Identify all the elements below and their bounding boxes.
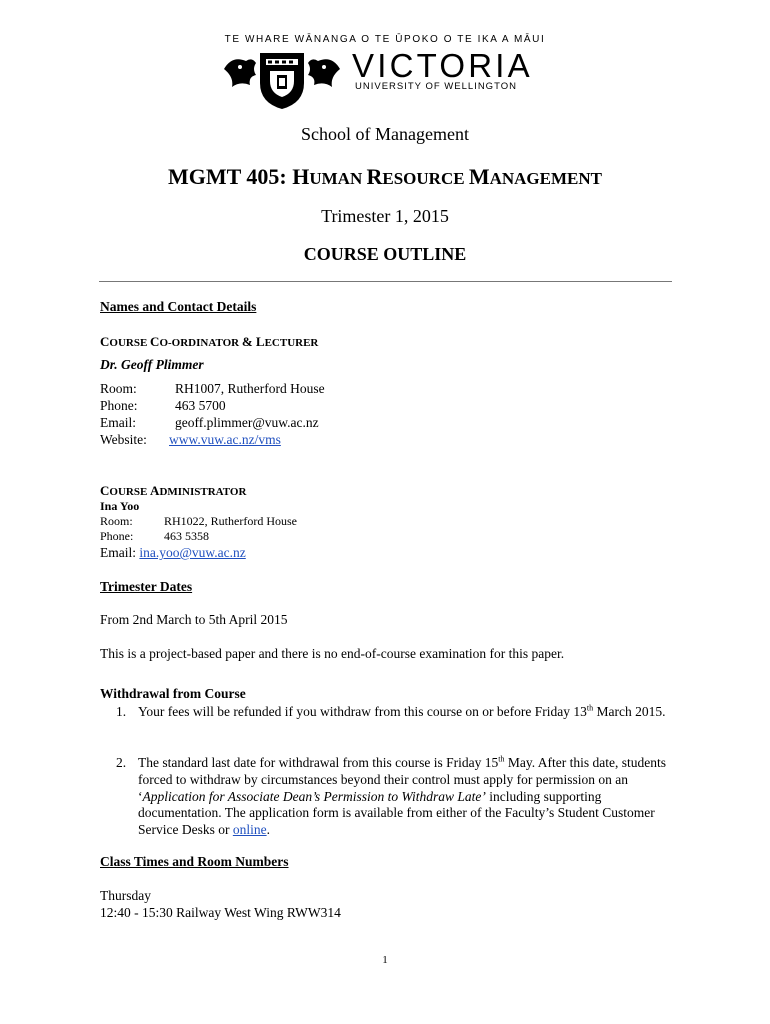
coordinator-phone-row	[100, 397, 226, 414]
class-time-room: 12:40 - 15:30 Railway West Wing RWW314	[100, 905, 341, 920]
trimester-label: Trimester 1, 2015	[321, 206, 449, 226]
row-value: geoff.plimmer@vuw.ac.nz	[175, 415, 319, 430]
contacts-heading: Names and Contact Details	[100, 299, 257, 314]
row-value: 463 5700	[175, 398, 226, 413]
row-label: Email:	[100, 415, 136, 430]
coordinator-role: COURSE CO-ORDINATOR & LECTURER	[100, 334, 319, 349]
coordinator-room-row	[100, 380, 325, 397]
university-maori-name: TE WHARE WĀNANGA O TE ŪPOKO O TE IKA A MĀUI	[224, 34, 546, 45]
class-times-heading: Class Times and Room Numbers	[100, 854, 289, 869]
row-label: Phone:	[100, 529, 134, 543]
university-subtitle: UNIVERSITY OF WELLINGTON	[355, 81, 517, 92]
course-name-initial: R	[366, 164, 383, 189]
row-label: Room:	[100, 514, 133, 528]
row-value: RH1022, Rutherford House	[164, 514, 297, 528]
class-day: Thursday	[100, 888, 151, 903]
administrator-phone-row	[100, 529, 209, 544]
online-link[interactable]: online	[232, 822, 267, 838]
list-item: 1. Your fees will be refunded if you withdraw from this course on or before Friday 13th March 2015.	[116, 703, 666, 719]
administrator-name: Ina Yoo	[100, 499, 140, 513]
administrator-room-row	[100, 514, 297, 529]
trimester-dates-heading: Trimester Dates	[100, 579, 193, 594]
course-name-initial: M	[468, 164, 490, 189]
administrator-email-row	[100, 545, 246, 561]
page-number: 1	[382, 954, 388, 966]
course-title	[0, 164, 770, 190]
list-item: 2. The standard last date for withdrawal from this course is Friday 15th May. After this date, students forced to withdraw by circumstances beyond their control must apply for permission on an ‘Application for Associate Dean’s Permission to Withdraw Late’ including supporting documentation. The application form is available from either of the Faculty’s Student Customer Service Desks or online.	[116, 754, 666, 838]
course-outline-title: COURSE OUTLINE	[303, 244, 467, 264]
coordinator-email-row	[100, 414, 319, 431]
email-link[interactable]: ina.yoo@vuw.ac.nz	[139, 545, 246, 560]
course-name-smallcaps: ANAGEMENT	[489, 169, 602, 188]
row-label: Website:	[100, 432, 147, 447]
course-name-initial: H	[292, 164, 310, 189]
row-value: 463 5358	[164, 529, 209, 543]
course-name-smallcaps: UMAN	[309, 169, 367, 188]
exam-note: This is a project-based paper and there is no end-of-course examination for this paper.	[100, 646, 565, 661]
course-name-smallcaps: ESOURCE	[382, 169, 469, 188]
school-name: School of Management	[301, 124, 469, 144]
list-number: 1.	[116, 704, 127, 719]
withdrawal-heading: Withdrawal from Course	[100, 686, 246, 701]
horizontal-divider	[99, 281, 672, 282]
coordinator-website-row	[100, 431, 281, 448]
row-label: Email:	[100, 545, 140, 560]
row-value: RH1007, Rutherford House	[175, 381, 325, 396]
website-link[interactable]: www.vuw.ac.nz/vms	[169, 432, 281, 447]
university-name: VICTORIA	[352, 47, 533, 84]
trimester-dates-text: From 2nd March to 5th April 2015	[100, 612, 288, 627]
university-crest-logo	[222, 47, 342, 111]
coordinator-name: Dr. Geoff Plimmer	[100, 357, 204, 372]
row-label: Room:	[100, 381, 137, 396]
administrator-role: COURSE ADMINISTRATOR	[100, 483, 247, 498]
row-label: Phone:	[100, 398, 138, 413]
list-number: 2.	[116, 755, 127, 770]
course-code: MGMT 405:	[167, 164, 293, 189]
